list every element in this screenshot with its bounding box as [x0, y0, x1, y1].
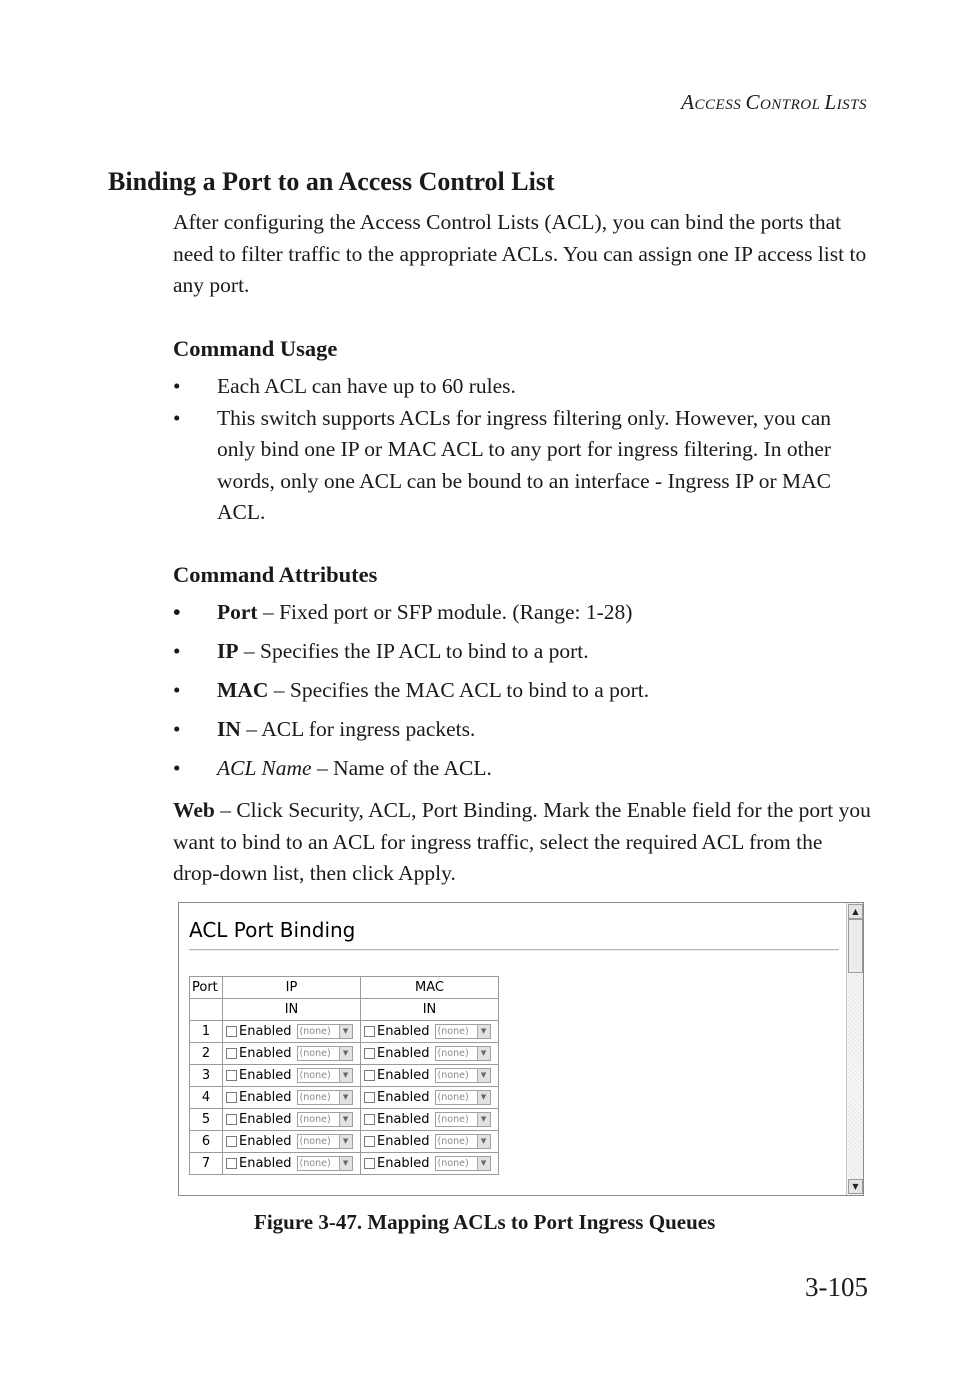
ip-acl-select[interactable] [297, 1134, 353, 1149]
port-number: 7 [190, 1153, 223, 1175]
ip-enable-checkbox[interactable] [226, 1048, 237, 1059]
port-number: 3 [190, 1065, 223, 1087]
header-ip: IP [223, 977, 361, 999]
ip-binding-cell [223, 1109, 361, 1131]
attribute-desc: – Specifies the MAC ACL to bind to a port. [268, 678, 650, 702]
list-item [173, 675, 873, 707]
binding-controls [223, 1068, 360, 1083]
ip-acl-select[interactable] [297, 1112, 353, 1127]
table-subheader-row [190, 999, 499, 1021]
attribute-desc: – Specifies the IP ACL to bind to a port. [238, 639, 589, 663]
scroll-thumb[interactable] [848, 919, 863, 973]
select-value: (none) [437, 1070, 469, 1081]
bullet-marker: • [173, 756, 181, 780]
mac-acl-select[interactable] [435, 1134, 491, 1149]
page-number: 3-105 [805, 1272, 868, 1302]
running-head-ontrol: ONTROL [759, 97, 825, 113]
enabled-label: Enabled [377, 1156, 430, 1171]
dropdown-arrow-icon[interactable]: ▼ [477, 1113, 490, 1126]
running-head-ccess: CCESS [694, 97, 746, 113]
table-row [190, 1087, 499, 1109]
select-value: (none) [299, 1070, 331, 1081]
header-ip-in: IN [223, 999, 361, 1021]
acl-binding-table [189, 976, 499, 1175]
select-value: (none) [437, 1048, 469, 1059]
scroll-up-arrow-icon[interactable]: ▲ [848, 904, 863, 919]
enabled-label: Enabled [377, 1024, 430, 1039]
ip-acl-select[interactable] [297, 1046, 353, 1061]
binding-controls [223, 1024, 360, 1039]
dropdown-arrow-icon[interactable]: ▼ [477, 1025, 490, 1038]
table-row [190, 1131, 499, 1153]
mac-acl-select[interactable] [435, 1112, 491, 1127]
port-number: 4 [190, 1087, 223, 1109]
list-item [173, 403, 873, 529]
select-value: (none) [299, 1048, 331, 1059]
ip-acl-select[interactable] [297, 1024, 353, 1039]
mac-acl-select[interactable] [435, 1090, 491, 1105]
web-paragraph [173, 795, 873, 890]
attribute-term: Port [217, 600, 258, 624]
figure-page-title: ACL Port Binding [189, 918, 356, 942]
table-body [190, 1021, 499, 1175]
mac-binding-cell [361, 1021, 499, 1043]
mac-enable-checkbox[interactable] [364, 1026, 375, 1037]
mac-binding-cell [361, 1065, 499, 1087]
header-port-blank [190, 999, 223, 1021]
enabled-label: Enabled [377, 1046, 430, 1061]
bullet-marker: • [173, 405, 181, 430]
mac-binding-cell [361, 1109, 499, 1131]
table-row [190, 1021, 499, 1043]
header-port: Port [190, 977, 223, 999]
mac-enable-checkbox[interactable] [364, 1070, 375, 1081]
scroll-down-arrow-icon[interactable]: ▼ [848, 1179, 863, 1194]
dropdown-arrow-icon[interactable]: ▼ [339, 1047, 352, 1060]
binding-controls [361, 1134, 498, 1149]
mac-acl-select[interactable] [435, 1024, 491, 1039]
select-value: (none) [437, 1092, 469, 1103]
bullet-marker: • [173, 600, 181, 624]
command-usage-list [173, 371, 873, 529]
ip-enable-checkbox[interactable] [226, 1114, 237, 1125]
bullet-marker: • [173, 678, 181, 702]
acl-port-binding-screenshot [178, 902, 864, 1196]
web-text: – Click Security, ACL, Port Binding. Mark the Enable field for the port you want to bind to an ACL for ingress traffic, select the required ACL from the drop-down list, then click Apply. [173, 798, 871, 885]
port-number: 6 [190, 1131, 223, 1153]
mac-binding-cell [361, 1131, 499, 1153]
dropdown-arrow-icon[interactable]: ▼ [477, 1047, 490, 1060]
ip-binding-cell [223, 1153, 361, 1175]
running-head-a: A [681, 90, 695, 114]
ip-enable-checkbox[interactable] [226, 1070, 237, 1081]
select-value: (none) [299, 1136, 331, 1147]
attribute-term: ACL Name [217, 756, 312, 780]
enabled-label: Enabled [239, 1156, 292, 1171]
ip-acl-select[interactable] [297, 1090, 353, 1105]
binding-controls [223, 1134, 360, 1149]
dropdown-arrow-icon[interactable]: ▼ [477, 1135, 490, 1148]
mac-binding-cell [361, 1087, 499, 1109]
port-number: 1 [190, 1021, 223, 1043]
enabled-label: Enabled [377, 1090, 430, 1105]
running-head-ists: ISTS [836, 97, 867, 113]
ip-acl-select[interactable] [297, 1156, 353, 1171]
mac-binding-cell [361, 1043, 499, 1065]
binding-controls [361, 1112, 498, 1127]
enabled-label: Enabled [377, 1068, 430, 1083]
dropdown-arrow-icon[interactable]: ▼ [339, 1113, 352, 1126]
table-header-row [190, 977, 499, 999]
binding-controls [361, 1068, 498, 1083]
table-row [190, 1153, 499, 1175]
enabled-label: Enabled [239, 1024, 292, 1039]
attribute-desc: – Fixed port or SFP module. (Range: 1-28) [257, 600, 633, 624]
port-number: 5 [190, 1109, 223, 1131]
binding-controls [223, 1112, 360, 1127]
mac-enable-checkbox[interactable] [364, 1114, 375, 1125]
enabled-label: Enabled [377, 1134, 430, 1149]
enabled-label: Enabled [239, 1068, 292, 1083]
ip-binding-cell [223, 1043, 361, 1065]
select-value: (none) [299, 1092, 331, 1103]
running-head [560, 90, 867, 115]
figure-caption: Figure 3-47. Mapping ACLs to Port Ingress Queues [254, 1210, 716, 1234]
usage-item-text: This switch supports ACLs for ingress filtering only. However, you can only bind one IP or MAC ACL to any port for ingress filtering. In other words, only one ACL can be bound to an interface - Ingress IP or MAC ACL. [217, 405, 832, 524]
table-row [190, 1043, 499, 1065]
select-value: (none) [437, 1026, 469, 1037]
attribute-term: MAC [217, 678, 269, 702]
binding-controls [223, 1046, 360, 1061]
enabled-label: Enabled [239, 1046, 292, 1061]
select-value: (none) [437, 1136, 469, 1147]
list-item [173, 597, 873, 629]
command-attributes-list [173, 597, 873, 792]
running-head-c: C [745, 90, 760, 114]
binding-controls [361, 1046, 498, 1061]
mac-acl-select[interactable] [435, 1068, 491, 1083]
running-head-l: L [824, 90, 837, 114]
dropdown-arrow-icon[interactable]: ▼ [339, 1135, 352, 1148]
title-divider [189, 949, 839, 951]
dropdown-arrow-icon[interactable]: ▼ [339, 1091, 352, 1104]
binding-controls [223, 1090, 360, 1105]
ip-enable-checkbox[interactable] [226, 1158, 237, 1169]
select-value: (none) [437, 1158, 469, 1169]
ip-acl-select[interactable] [297, 1068, 353, 1083]
binding-controls [223, 1156, 360, 1171]
ip-enable-checkbox[interactable] [226, 1026, 237, 1037]
list-item [173, 636, 873, 668]
bullet-marker: • [173, 639, 181, 663]
header-mac: MAC [361, 977, 499, 999]
attribute-desc: – Name of the ACL. [311, 756, 492, 780]
command-attributes-heading: Command Attributes [173, 562, 378, 587]
mac-enable-checkbox[interactable] [364, 1136, 375, 1147]
intro-paragraph: After configuring the Access Control Lists (ACL), you can bind the ports that need to filter traffic to the appropriate ACLs. You can assign one IP access list to any port. [173, 210, 867, 297]
ip-binding-cell [223, 1021, 361, 1043]
enabled-label: Enabled [239, 1112, 292, 1127]
attribute-term: IN [217, 717, 241, 741]
ip-binding-cell [223, 1065, 361, 1087]
select-value: (none) [299, 1026, 331, 1037]
enabled-label: Enabled [377, 1112, 430, 1127]
vertical-scrollbar[interactable] [846, 903, 863, 1195]
ip-enable-checkbox[interactable] [226, 1092, 237, 1103]
ip-binding-cell [223, 1131, 361, 1153]
dropdown-arrow-icon[interactable]: ▼ [477, 1091, 490, 1104]
dropdown-arrow-icon[interactable]: ▼ [339, 1025, 352, 1038]
list-item [173, 714, 873, 746]
list-item [173, 753, 873, 785]
select-value: (none) [437, 1114, 469, 1125]
table-row [190, 1065, 499, 1087]
mac-enable-checkbox[interactable] [364, 1092, 375, 1103]
attribute-term: IP [217, 639, 239, 663]
mac-enable-checkbox[interactable] [364, 1048, 375, 1059]
web-term: Web [173, 798, 215, 822]
bullet-marker: • [173, 717, 181, 741]
dropdown-arrow-icon[interactable]: ▼ [477, 1157, 490, 1170]
mac-binding-cell [361, 1153, 499, 1175]
mac-acl-select[interactable] [435, 1156, 491, 1171]
port-number: 2 [190, 1043, 223, 1065]
enabled-label: Enabled [239, 1090, 292, 1105]
list-item [173, 371, 873, 403]
binding-controls [361, 1090, 498, 1105]
select-value: (none) [299, 1158, 331, 1169]
mac-acl-select[interactable] [435, 1046, 491, 1061]
binding-controls [361, 1024, 498, 1039]
enabled-label: Enabled [239, 1134, 292, 1149]
binding-controls [361, 1156, 498, 1171]
table-row [190, 1109, 499, 1131]
header-mac-in: IN [361, 999, 499, 1021]
ip-binding-cell [223, 1087, 361, 1109]
bullet-marker: • [173, 374, 181, 398]
dropdown-arrow-icon[interactable]: ▼ [477, 1069, 490, 1082]
dropdown-arrow-icon[interactable]: ▼ [339, 1157, 352, 1170]
usage-item-text: Each ACL can have up to 60 rules. [217, 374, 516, 398]
attribute-desc: – ACL for ingress packets. [240, 717, 476, 741]
mac-enable-checkbox[interactable] [364, 1158, 375, 1169]
select-value: (none) [299, 1114, 331, 1125]
command-usage-heading: Command Usage [173, 336, 338, 361]
dropdown-arrow-icon[interactable]: ▼ [339, 1069, 352, 1082]
section-title: Binding a Port to an Access Control List [108, 167, 555, 196]
ip-enable-checkbox[interactable] [226, 1136, 237, 1147]
